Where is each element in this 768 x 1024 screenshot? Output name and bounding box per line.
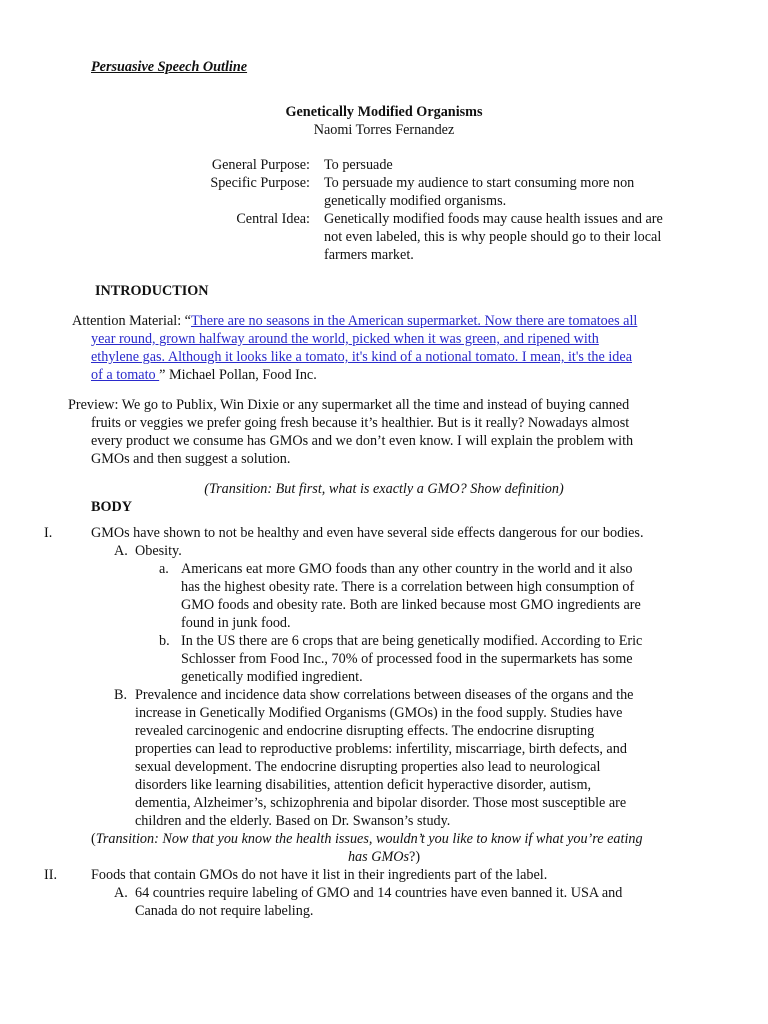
sub-sub-line: has the highest obesity rate. There is a correlation between high consumption of: [181, 579, 635, 595]
general-purpose-label: General Purpose:: [211, 157, 310, 173]
central-idea-label: Central Idea:: [236, 211, 310, 227]
point-number: II.: [44, 867, 57, 883]
sub-point-line: sexual development. The endocrine disrupting properties also lead to neurological: [135, 759, 601, 775]
transition-close-paren: ?): [409, 849, 421, 865]
sub-point-line: Canada do not require labeling.: [135, 903, 314, 919]
point-text: GMOs have shown to not be healthy and even have several side effects dangerous for our bodies.: [91, 525, 644, 541]
attention-quote-link[interactable]: year round, grown halfway around the world, picked when it was green, and ripened with: [91, 331, 599, 347]
sub-sub-line: GMO foods and obesity rate. Both are linked because most GMO ingredients are: [181, 597, 641, 613]
sub-point-letter: B.: [114, 687, 128, 703]
specific-purpose-line: genetically modified organisms.: [324, 193, 507, 209]
transition-open-paren: (: [91, 831, 96, 847]
general-purpose-value: To persuade: [324, 157, 393, 173]
attention-material-line: [72, 312, 637, 330]
sub-sub-line: genetically modified ingredient.: [181, 669, 363, 685]
attention-source: ” Michael Pollan, Food Inc.: [159, 367, 317, 383]
preview-line: Preview: We go to Publix, Win Dixie or any supermarket all the time and instead of buying canned: [68, 397, 630, 413]
sub-point-line: increase in Genetically Modified Organisms (GMOs) in the food supply. Studies have: [135, 705, 623, 721]
preview-line: fruits or veggies we prefer going fresh because it’s healthier. But is it really? Nowadays almost: [91, 415, 630, 431]
attention-quote-link[interactable]: ethylene gas. Although it looks like a tomato, it's kind of a notional tomato. I mean, it's the idea: [91, 349, 632, 365]
sub-sub-letter: a.: [159, 561, 169, 577]
attention-material-label: Attention Material: “: [72, 313, 191, 329]
central-idea-line: Genetically modified foods may cause health issues and are: [324, 211, 663, 227]
transition-health-line: [91, 830, 643, 848]
sub-point-line: children and the elderly. Based on Dr. Swanson’s study.: [135, 813, 451, 829]
attention-quote-link[interactable]: There are no seasons in the American supermarket. Now there are tomatoes all: [190, 313, 638, 329]
specific-purpose-line: To persuade my audience to start consuming more non: [324, 175, 635, 191]
preview-line: GMOs and then suggest a solution.: [91, 451, 291, 467]
central-idea-line: farmers market.: [324, 247, 414, 263]
transition-health-text: Transition: Now that you know the health issues, wouldn’t you like to know if what you’re eating: [95, 831, 643, 847]
sub-sub-line: Schlosser from Food Inc., 70% of processed food in the supermarkets has some: [181, 651, 633, 667]
sub-point-line: dementia, Alzheimer’s, schizophrenia and bipolar disorder. Those most susceptible are: [135, 795, 627, 811]
sub-point-line: properties can lead to reproductive problems: infertility, miscarriage, birth defects, and: [135, 741, 627, 757]
sub-point-letter: A.: [114, 885, 128, 901]
sub-point-line: revealed carcinogenic and endocrine disrupting effects. The endocrine disrupting: [135, 723, 595, 739]
preview-line: every product we consume has GMOs and we don’t even know. I will explain the problem with: [91, 433, 634, 449]
transition-health-line: [0, 848, 768, 866]
point-text: Foods that contain GMOs do not have it list in their ingredients part of the label.: [91, 867, 548, 883]
transition-definition: (Transition: But first, what is exactly a GMO? Show definition): [204, 481, 564, 497]
attention-quote-link[interactable]: of a tomato: [91, 367, 160, 383]
sub-sub-line: In the US there are 6 crops that are being genetically modified. According to Eric: [181, 633, 643, 649]
specific-purpose-label: Specific Purpose:: [210, 175, 310, 191]
central-idea-line: not even labeled, this is why people should go to their local: [324, 229, 662, 245]
author-name: Naomi Torres Fernandez: [313, 122, 455, 138]
sub-sub-letter: b.: [159, 633, 170, 649]
sub-sub-line: found in junk food.: [181, 615, 291, 631]
attention-quote-end-line: [91, 366, 317, 384]
sub-point-line: disorders like learning disabilities, attention deficit hyperactive disorder, autism,: [135, 777, 592, 793]
sub-point-line: 64 countries require labeling of GMO and 14 countries have even banned it. USA and: [135, 885, 623, 901]
sub-point-letter: A.: [114, 543, 128, 559]
sub-point-line: Prevalence and incidence data show correlations between diseases of the organs and the: [135, 687, 634, 703]
document-header-label: Persuasive Speech Outline: [91, 59, 248, 75]
sub-sub-line: Americans eat more GMO foods than any other country in the world and it also: [181, 561, 633, 577]
transition-health-text: has GMOs: [347, 849, 410, 865]
sub-point-text: Obesity.: [135, 543, 182, 559]
introduction-heading: INTRODUCTION: [95, 283, 209, 299]
point-number: I.: [44, 525, 53, 541]
document-title: Genetically Modified Organisms: [285, 104, 483, 120]
body-heading: BODY: [91, 499, 132, 515]
